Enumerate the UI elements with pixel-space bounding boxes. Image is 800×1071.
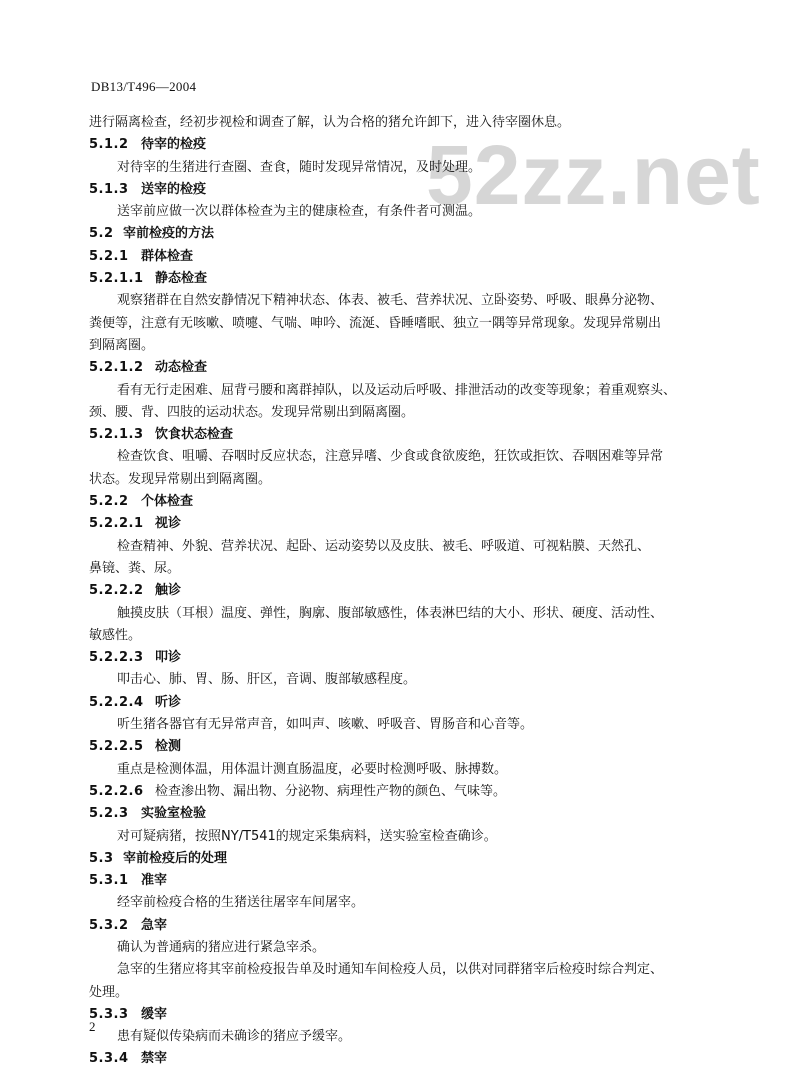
section-heading bbox=[0, 736, 800, 758]
section-heading bbox=[0, 781, 800, 803]
paragraph-line: 敏感性。 bbox=[89, 627, 142, 643]
document-body bbox=[0, 112, 800, 1071]
section-title: 群体检查 bbox=[141, 248, 194, 264]
section-heading bbox=[0, 424, 800, 446]
section-heading bbox=[0, 870, 800, 892]
paragraph-line: 鼻镜、粪、尿。 bbox=[89, 560, 181, 576]
section-number: 5.2 bbox=[89, 226, 114, 242]
section-heading bbox=[0, 1048, 800, 1070]
section-number: 5.2.1 bbox=[89, 248, 129, 264]
section-title: 宰前检疫的方法 bbox=[123, 226, 215, 242]
section-title: 送宰的检疫 bbox=[141, 181, 207, 197]
section-heading bbox=[0, 803, 800, 825]
section-number: 5.1.2 bbox=[89, 137, 129, 153]
section-title: 检测 bbox=[155, 739, 182, 755]
section-title: 饮食状态检查 bbox=[155, 427, 234, 443]
paragraph-line: 到隔离圈。 bbox=[89, 337, 155, 353]
section-heading bbox=[0, 357, 800, 379]
paragraph-line: 经宰前检疫合格的生猪送往屠宰车间屠宰。 bbox=[117, 895, 365, 911]
section-title: 视诊 bbox=[155, 516, 182, 532]
paragraph-line: 重点是检测体温，用体温计测直肠温度，必要时检测呼吸、脉搏数。 bbox=[117, 761, 508, 777]
section-title: 禁宰 bbox=[141, 1051, 168, 1067]
section-heading bbox=[0, 268, 800, 290]
section-heading bbox=[0, 513, 800, 535]
section-title: 宰前检疫后的处理 bbox=[123, 850, 228, 866]
section-heading bbox=[0, 692, 800, 714]
paragraph-line: 对可疑病猪，按照NY/T541的规定采集病料，送实验室检查确诊。 bbox=[117, 828, 497, 844]
section-title: 检查渗出物、漏出物、分泌物、病理性产物的颜色、气味等。 bbox=[155, 783, 507, 799]
section-heading bbox=[0, 1004, 800, 1026]
section-title: 个体检查 bbox=[141, 494, 194, 510]
paragraph-line: 处理。 bbox=[89, 984, 129, 1000]
paragraph-line: 进行隔离检查，经初步视检和调查了解，认为合格的猪允许卸下，进入待宰圈休息。 bbox=[89, 115, 571, 130]
section-heading bbox=[0, 647, 800, 669]
paragraph-line: 叩击心、肺、胃、肠、肝区，音调、腹部敏感程度。 bbox=[117, 672, 417, 688]
section-title: 听诊 bbox=[155, 694, 182, 710]
section-title: 待宰的检疫 bbox=[141, 137, 207, 153]
section-heading bbox=[0, 246, 800, 268]
section-heading bbox=[0, 134, 800, 156]
paragraph-line: 看有无行走困难、屈背弓腰和离群掉队，以及运动后呼吸、排泄活动的改变等现象；着重观察头、 bbox=[117, 382, 677, 398]
section-title: 急宰 bbox=[141, 917, 168, 933]
paragraph-line: 触摸皮肤（耳根）温度、弹性，胸廓、腹部敏感性，体表淋巴结的大小、形状、硬度、活动性、 bbox=[117, 605, 664, 621]
page-number: 2 bbox=[89, 1019, 96, 1034]
paragraph-line: 急宰的生猪应将其宰前检疫报告单及时通知车间检疫人员，以供对同群猪宰后检疫时综合判定、 bbox=[117, 962, 664, 978]
paragraph-line: 颈、腰、背、四肢的运动状态。发现异常剔出到隔离圈。 bbox=[89, 404, 415, 420]
paragraph-line: 检查饮食、咀嚼、吞咽时反应状态，注意异嗜、少食或食欲废绝，狂饮或拒饮、吞咽困难等异常 bbox=[117, 449, 664, 465]
paragraph-line: 送宰前应做一次以群体检查为主的健康检查，有条件者可测温。 bbox=[117, 204, 482, 220]
section-number: 5.2.2.5 bbox=[89, 739, 144, 755]
section-heading bbox=[0, 223, 800, 245]
section-number: 5.3.1 bbox=[89, 873, 129, 889]
section-number: 5.2.3 bbox=[89, 806, 129, 822]
section-number: 5.2.2.3 bbox=[89, 650, 144, 666]
section-heading bbox=[0, 491, 800, 513]
section-heading bbox=[0, 580, 800, 602]
paragraph-line: 确认为普通病的猪应进行紧急宰杀。 bbox=[117, 939, 326, 955]
section-heading bbox=[0, 179, 800, 201]
section-title: 实验室检验 bbox=[141, 806, 207, 822]
watermark: 52zz.net bbox=[426, 128, 761, 222]
section-number: 5.2.2.1 bbox=[89, 516, 144, 532]
paragraph-line: 观察猪群在自然安静情况下精神状态、体表、被毛、营养状况、立卧姿势、呼吸、眼鼻分泌物、 bbox=[117, 293, 664, 309]
section-number: 5.2.2.2 bbox=[89, 583, 144, 599]
section-number: 5.3.4 bbox=[89, 1051, 129, 1067]
section-number: 5.2.2.4 bbox=[89, 694, 144, 710]
section-number: 5.2.1.3 bbox=[89, 427, 144, 443]
section-title: 触诊 bbox=[155, 583, 182, 599]
section-number: 5.2.2.6 bbox=[89, 783, 144, 799]
section-title: 准宰 bbox=[141, 873, 168, 889]
section-number: 5.3.2 bbox=[89, 917, 129, 933]
paragraph-line: 对待宰的生猪进行查圈、查食，随时发现异常情况，及时处理。 bbox=[117, 159, 482, 175]
section-number: 5.2.2 bbox=[89, 494, 129, 510]
section-number: 5.2.1.2 bbox=[89, 360, 144, 376]
document-code: DB13/T496—2004 bbox=[91, 79, 197, 94]
section-title: 动态检查 bbox=[155, 360, 208, 376]
section-title: 缓宰 bbox=[141, 1006, 168, 1022]
section-heading bbox=[0, 915, 800, 937]
section-title: 静态检查 bbox=[155, 271, 208, 287]
section-heading bbox=[0, 848, 800, 870]
section-number: 5.1.3 bbox=[89, 181, 129, 197]
section-title: 叩诊 bbox=[155, 650, 182, 666]
paragraph-line: 听生猪各器官有无异常声音，如叫声、咳嗽、呼吸音、胃肠音和心音等。 bbox=[117, 717, 534, 733]
section-number: 5.2.1.1 bbox=[89, 271, 144, 287]
paragraph-line: 粪便等，注意有无咳嗽、喷嚏、气喘、呻吟、流涎、昏睡嗜眠、独立一隅等异常现象。发现异常剔出 bbox=[89, 315, 662, 331]
paragraph-line: 检查精神、外貌、营养状况、起卧、运动姿势以及皮肤、被毛、呼吸道、可视粘膜、天然孔、 bbox=[117, 538, 651, 554]
paragraph-line: 状态。发现异常剔出到隔离圈。 bbox=[89, 471, 272, 487]
section-number: 5.3 bbox=[89, 850, 114, 866]
section-number: 5.3.3 bbox=[89, 1006, 129, 1022]
paragraph-line: 患有疑似传染病而未确诊的猪应予缓宰。 bbox=[117, 1029, 352, 1045]
